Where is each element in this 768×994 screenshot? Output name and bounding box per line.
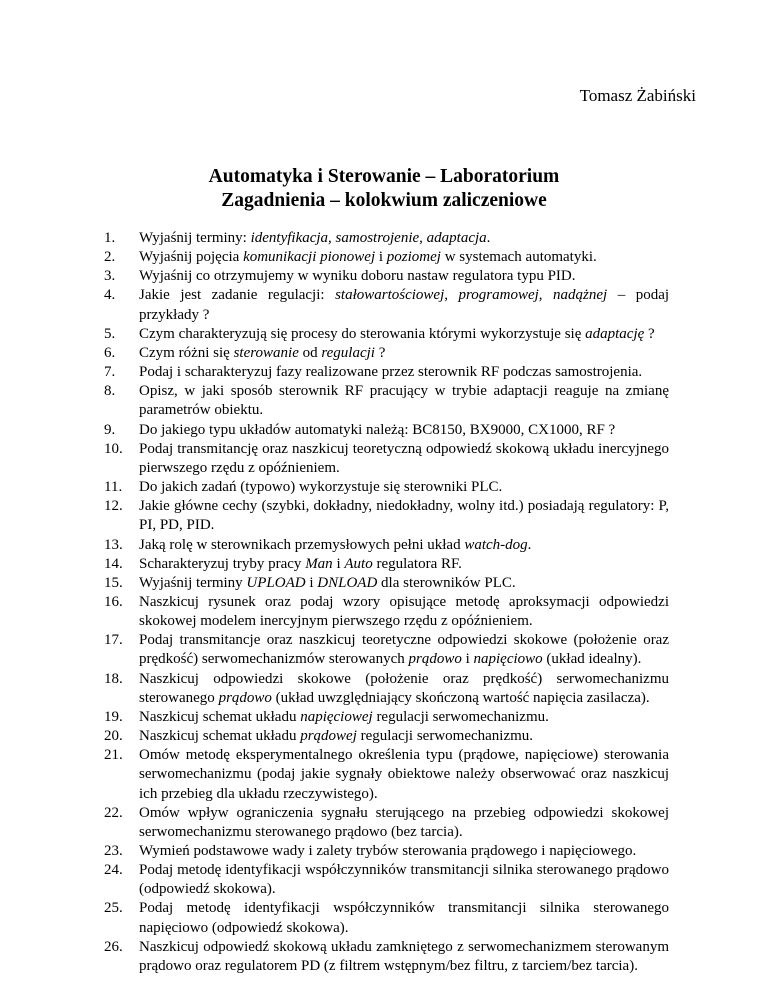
question-text [139, 421, 669, 440]
text-run: od [298, 344, 322, 361]
question-text [139, 325, 669, 344]
question-number: 25. [104, 900, 123, 917]
question-number: 9. [104, 421, 116, 438]
question-item [104, 497, 669, 535]
question-number: 24. [104, 862, 123, 879]
text-run: i [375, 249, 387, 266]
question-number: 21. [104, 747, 123, 764]
italic-term: napięciowo [473, 651, 543, 668]
text-run: . [527, 536, 532, 553]
text-run: Naszkicuj schemat układu [139, 708, 301, 725]
question-item [104, 267, 669, 286]
italic-term: Auto [344, 555, 373, 572]
question-text [139, 593, 669, 631]
italic-term: stałowartościowej [335, 287, 445, 304]
question-number: 17. [104, 632, 123, 649]
question-text [139, 286, 669, 324]
document-title [0, 165, 768, 213]
text-run: Naszkicuj odpowiedź skokową układu zamkniętego z serwomechanizmem sterowanym prądowo oraz regulatorem PD (z filtrem wstępnym/bez filtru, z tarciem/bez tarcia). [139, 938, 669, 974]
question-number: 12. [104, 498, 123, 515]
question-text [139, 631, 669, 669]
question-item [104, 555, 669, 574]
question-text [139, 497, 669, 535]
question-number: 7. [104, 364, 116, 381]
question-number: 18. [104, 670, 123, 687]
question-number: 11. [104, 479, 123, 496]
question-item [104, 229, 669, 248]
text-run: regulatora RF. [372, 555, 462, 572]
question-text [139, 842, 669, 861]
question-item [104, 593, 669, 631]
text-run: Wyjaśnij terminy: [139, 230, 251, 246]
question-item [104, 286, 669, 324]
text-run: Do jakich zadań (typowo) wykorzystuje się sterowniki PLC. [139, 479, 503, 496]
text-run: Jaką rolę w sterownikach przemysłowych pełni układ [139, 536, 465, 553]
italic-term: regulacji [321, 344, 375, 361]
text-run: (układ idealny). [542, 651, 642, 668]
question-number: 26. [104, 938, 123, 955]
text-run: , [538, 287, 554, 304]
author-name: Tomasz Żabiński [579, 86, 696, 105]
italic-term: identyfikacja, [250, 230, 332, 246]
question-number: 8. [104, 383, 116, 400]
question-item [104, 861, 669, 899]
question-item [104, 440, 669, 478]
question-item [104, 670, 669, 708]
question-item [104, 363, 669, 382]
text-run: Wyjaśnij co otrzymujemy w wyniku doboru nastaw regulatora typu PID. [139, 268, 576, 285]
text-run: w systemach automatyki. [440, 249, 597, 266]
question-number: 1. [104, 230, 116, 246]
text-run: , [444, 287, 459, 304]
text-run: i [461, 651, 474, 668]
question-number: 14. [104, 555, 123, 572]
text-run: – podaj przykłady ? [139, 287, 670, 323]
question-number: 4. [104, 287, 116, 304]
text-run: Scharakteryzuj tryby pracy [139, 555, 306, 572]
question-item [104, 536, 669, 555]
question-text [139, 861, 669, 899]
question-number: 22. [104, 804, 123, 821]
text-run: i [305, 574, 318, 591]
question-text [139, 708, 669, 727]
text-run: Naszkicuj schemat układu [139, 728, 301, 745]
italic-term: nadążnej [553, 287, 608, 304]
text-run: Podaj metodę identyfikacji współczynników transmitancji silnika sterowanego prądowo (odpowiedź skokowa). [139, 862, 669, 898]
text-run: Wymień podstawowe wady i zalety trybów sterowania prądowego i napięciowego. [139, 843, 637, 859]
italic-term: prądowo [218, 689, 272, 706]
italic-term: komunikacji pionowej [243, 249, 376, 266]
text-run: regulacji serwomechanizmu. [372, 708, 549, 725]
question-item [104, 727, 669, 746]
question-text [139, 746, 669, 803]
italic-term: samostrojenie, adaptacja [335, 230, 487, 246]
italic-term: programowej [458, 287, 539, 304]
question-number: 13. [104, 536, 123, 553]
text-run: Jakie jest zadanie regulacji: [139, 287, 336, 304]
question-text [139, 574, 669, 593]
question-item [104, 478, 669, 497]
text-run: Czym różni się [139, 344, 234, 361]
question-number: 2. [104, 249, 116, 266]
question-item [104, 938, 669, 976]
question-text [139, 536, 669, 555]
question-text [139, 670, 669, 708]
title-line-1: Automatyka i Sterowanie – Laboratorium [208, 166, 560, 187]
italic-term: Man [305, 555, 333, 572]
text-run: Omów wpływ ograniczenia sygnału sterującego na przebieg odpowiedzi skokowej serwomechanizmu sterowanego prądowo (bez tarcia). [139, 804, 669, 840]
question-item [104, 382, 669, 420]
question-text [139, 804, 669, 842]
text-run: Naszkicuj rysunek oraz podaj wzory opisujące metodę aproksymacji odpowiedzi skokowej modelem inercyjnym pierwszego rzędu z opóźnieniem. [139, 593, 669, 630]
question-text [139, 229, 669, 248]
question-item [104, 708, 669, 727]
question-item [104, 421, 669, 440]
text-run: (układ uwzględniający skończoną wartość napięcia zasilacza). [271, 689, 650, 706]
text-run: Wyjaśnij pojęcia [139, 249, 244, 266]
text-run: ? [374, 344, 386, 361]
text-run: Podaj transmitancje oraz naszkicuj teoretyczne odpowiedzi skokowe (położenie oraz prędkość) serwomechanizmów sterowanych [139, 632, 669, 668]
question-number: 19. [104, 708, 123, 725]
question-item [104, 842, 669, 861]
text-run: Wyjaśnij terminy [139, 574, 247, 591]
question-item [104, 631, 669, 669]
text-run: dla sterowników PLC. [377, 574, 516, 591]
question-item [104, 248, 669, 267]
question-text [139, 344, 669, 363]
question-text [139, 382, 669, 420]
text-run: Podaj transmitancję oraz naszkicuj teoretyczną odpowiedź skokową układu inercyjnego pierwszego rzędu z opóźnieniem. [139, 440, 669, 476]
italic-term: DNLOAD [317, 574, 378, 591]
italic-term: UPLOAD [246, 574, 306, 591]
text-run: Jakie główne cechy (szybki, dokładny, niedokładny, wolny itd.) posiadają regulatory: P, PI, PD, PID. [139, 498, 669, 534]
question-item [104, 804, 669, 842]
italic-term: poziomej [386, 249, 441, 266]
text-run: Do jakiego typu układów automatyki należą: BC8150, BX9000, CX1000, RF ? [139, 421, 616, 438]
text-run: Podaj metodę identyfikacji współczynników transmitancji silnika sterowanego napięciowo (odpowiedź skokowa). [139, 900, 669, 936]
text-run: Podaj i scharakteryzuj fazy realizowane przez sterownik RF podczas samostrojenia. [139, 364, 643, 381]
question-item [104, 344, 669, 363]
question-list [104, 229, 669, 976]
question-item [104, 899, 669, 937]
italic-term: watch-dog [464, 536, 528, 553]
italic-term: napięciowej [300, 708, 373, 725]
question-number: 6. [104, 344, 116, 361]
title-line-2: Zagadnienia – kolokwium zaliczeniowe [221, 190, 547, 211]
question-number: 20. [104, 728, 123, 745]
question-text [139, 555, 669, 574]
text-run: regulacji serwomechanizmu. [356, 728, 534, 745]
question-text [139, 938, 669, 976]
question-text [139, 248, 669, 267]
question-text [139, 727, 669, 746]
question-number: 23. [104, 843, 123, 859]
italic-term: prądowo [408, 651, 462, 668]
italic-term: sterowanie [233, 344, 299, 361]
text-run: ? [644, 325, 655, 342]
question-item [104, 325, 669, 344]
question-item [104, 574, 669, 593]
text-run: Naszkicuj odpowiedzi skokowe (położenie oraz prędkość) serwomechanizmu sterowanego [139, 670, 669, 706]
text-run: i [332, 555, 345, 572]
question-text [139, 363, 669, 382]
italic-term: adaptację [585, 325, 645, 342]
question-text [139, 440, 669, 478]
question-number: 15. [104, 574, 123, 591]
text-run: Opisz, w jaki sposób sterownik RF pracujący w trybie adaptacji reaguje na zmianę parametrów obiektu. [139, 383, 669, 419]
question-text [139, 899, 669, 937]
text-run: . [486, 230, 491, 246]
question-number: 5. [104, 325, 116, 342]
italic-term: prądowej [300, 728, 357, 745]
question-item [104, 746, 669, 803]
question-text [139, 478, 669, 497]
text-run: Omów metodę eksperymentalnego określenia typu (prądowe, napięciowe) sterowania serwomechanizmu (podaj jakie sygnały obiektowe należy obserwować oraz naszkicuj ich przebieg dla układu rzeczywistego). [139, 747, 669, 802]
question-number: 16. [104, 593, 123, 610]
question-number: 10. [104, 440, 123, 457]
question-number: 3. [104, 268, 116, 285]
question-text [139, 267, 669, 286]
text-run: Czym charakteryzują się procesy do sterowania którymi wykorzystuje się [139, 325, 586, 342]
